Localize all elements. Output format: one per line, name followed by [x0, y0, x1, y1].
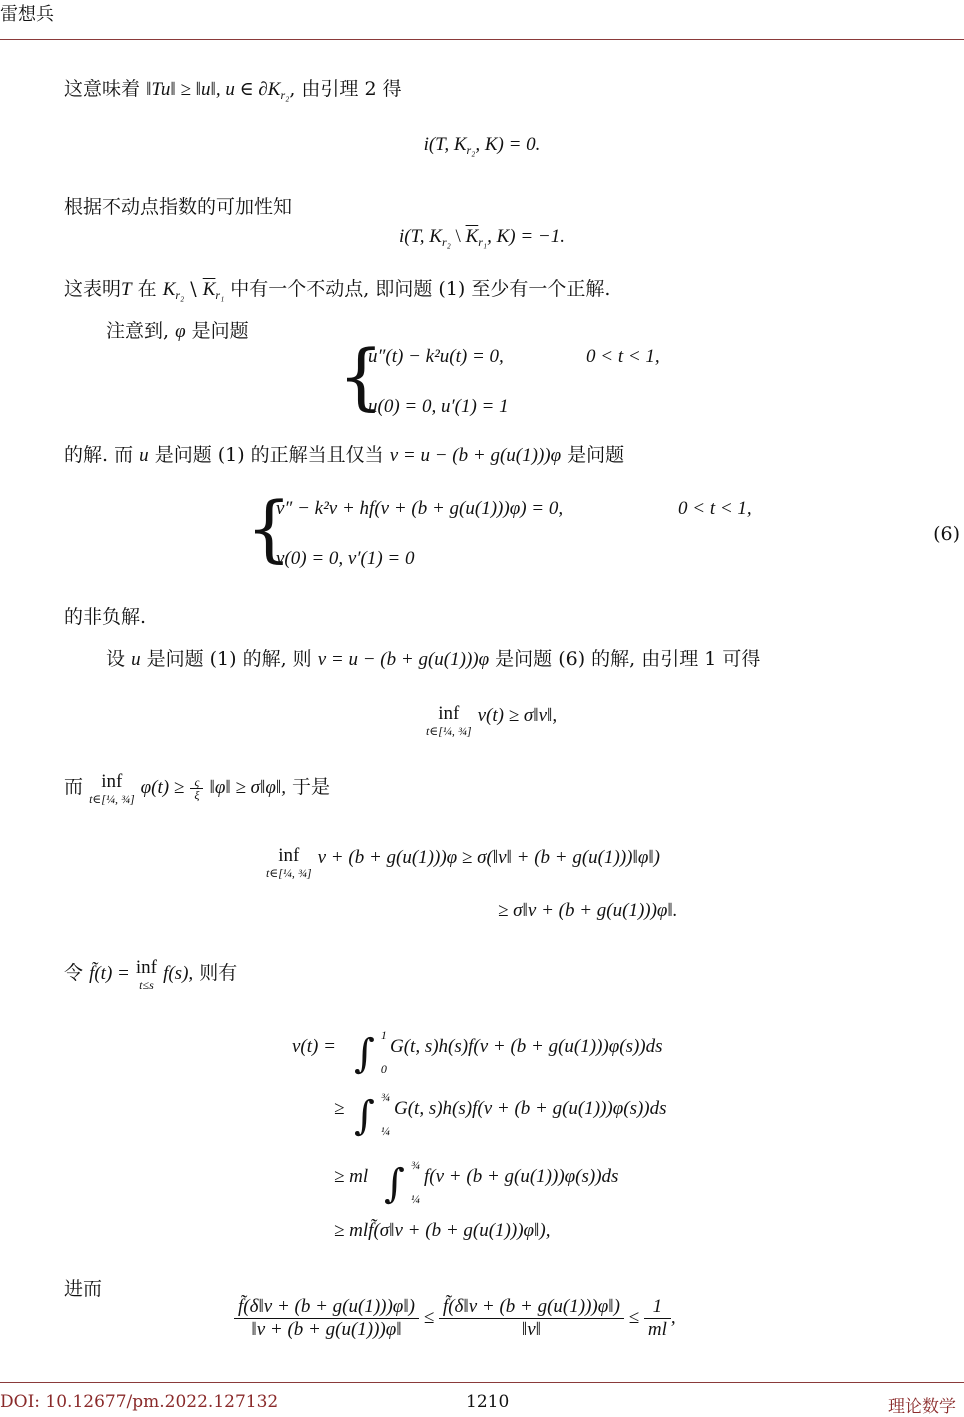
p5-b: 是问题 (1) 的正解当且仅当	[154, 444, 384, 466]
equation-index-zero	[0, 134, 964, 158]
eq2-setminus: \	[450, 226, 466, 247]
p3-K: K	[162, 279, 176, 300]
p8-frac-den: ξ	[194, 787, 200, 802]
integral-sign-1: ∫	[354, 1031, 375, 1077]
eq5-line3-limits	[411, 1148, 420, 1216]
eq1-sub: r₂	[466, 143, 476, 157]
eq5-line2-limits	[381, 1080, 390, 1148]
sys1-line2: u(0) = 0, u′(1) = 1	[368, 396, 509, 417]
p8-math2: ‖φ‖ ≥ σ‖φ‖,	[209, 777, 286, 798]
footer-journal-name: 理论数学	[888, 1397, 956, 1417]
paragraph-5	[64, 440, 624, 467]
footer-page-number: 1210	[466, 1392, 510, 1412]
equation-inf-v	[426, 704, 557, 738]
p4-b: 是问题	[191, 320, 249, 342]
p3-T: T	[121, 279, 132, 300]
eq5-l1-lower: 0	[380, 1062, 387, 1076]
eq2-closure: $\overline{K}$	[465, 226, 479, 247]
p8-a: 而	[64, 776, 84, 798]
eq5-line2-rhs: G(t, s)h(s)f(v + (b + g(u(1)))φ(s))ds	[394, 1098, 667, 1119]
p5-c: 是问题	[567, 444, 625, 466]
p9-a: 令	[64, 962, 84, 984]
eq6-frac2	[439, 1296, 624, 1341]
eq5-line2-integral	[354, 1080, 390, 1148]
p7-c: 是问题 (6) 的解, 由引理 1 可得	[495, 648, 761, 670]
eq3-inf: inf	[438, 703, 460, 724]
eq6-frac3-num: 1	[644, 1296, 671, 1319]
paragraph-9	[64, 958, 237, 992]
p3-closure: $\overline{K}$	[202, 279, 216, 300]
paragraph-4	[106, 316, 249, 343]
eq5-line2-lhs: ≥	[334, 1098, 345, 1119]
eq6-frac3-den: ml	[647, 1319, 667, 1340]
equation-index-minus-one	[0, 226, 964, 250]
eq6-tail: ,	[670, 1306, 676, 1328]
p9-b: 则有	[199, 962, 238, 984]
equation-fraction-chain	[234, 1296, 676, 1341]
eq5-line1-rhs: G(t, s)h(s)f(v + (b + g(u(1)))φ(s))ds	[390, 1036, 663, 1057]
equation-inf-sum-line2: ≥ σ‖v + (b + g(u(1)))φ‖.	[498, 900, 678, 921]
sys1-brace: {	[338, 334, 384, 418]
p9-math: f̃(t) =	[89, 963, 130, 984]
p1-prefix: 这意味着	[64, 78, 141, 100]
p3-setminus: \	[184, 278, 203, 300]
p8-b: 于是	[292, 776, 331, 798]
paragraph-10: 进而	[64, 1278, 103, 1300]
eq6-frac1-den: ‖v + (b + g(u(1)))φ‖	[251, 1319, 402, 1340]
p8-below: t∈[¼, ¾]	[89, 792, 135, 806]
eq2-sub1: r₂	[441, 235, 451, 249]
paragraph-7	[106, 644, 760, 671]
equation-inf-sum-line1	[266, 846, 660, 880]
eq5-l3-upper: ¾	[410, 1158, 420, 1172]
sys2-line1-cond: 0 < t < 1,	[678, 498, 752, 519]
eq5-line4: ≥ mlf̃(σ‖v + (b + g(u(1)))φ‖),	[334, 1220, 551, 1241]
p5-math: v = u − (b + g(u(1)))φ	[389, 445, 562, 466]
eq3-below: t∈[¼, ¾]	[426, 724, 472, 738]
sys1-line1: u″(t) − k²u(t) = 0,	[368, 346, 504, 367]
p9-inf: inf	[135, 957, 158, 978]
p9-math2: f(s),	[163, 963, 194, 984]
p4-a: 注意到,	[106, 320, 170, 342]
p4-phi: φ	[175, 321, 186, 342]
eq5-line1-integral	[354, 1018, 387, 1086]
p8-inf: inf	[101, 771, 123, 792]
running-header-author: 雷想兵	[0, 4, 54, 25]
paragraph-8	[64, 772, 330, 806]
paragraph-2: 根据不动点指数的可加性知	[64, 196, 293, 218]
eq6-frac1-num: f̃(δ‖v + (b + g(u(1)))φ‖)	[234, 1296, 419, 1319]
eq3-rest: v(t) ≥ σ‖v‖,	[477, 705, 558, 726]
p9-inf-block	[136, 958, 157, 992]
p8-fraction	[190, 776, 203, 801]
p3-sub1: r₂	[175, 288, 185, 302]
eq4-inf-block	[266, 846, 312, 880]
p3-sub2: r₁	[215, 288, 225, 302]
paragraph-1	[64, 74, 402, 103]
sys2-line2: v(0) = 0, v′(1) = 0	[276, 548, 415, 569]
paragraph-6: 的非负解.	[64, 606, 147, 628]
eq6-frac2-num: f̃(δ‖v + (b + g(u(1)))φ‖)	[439, 1296, 624, 1319]
eq5-l3-lower: ¼	[410, 1192, 420, 1206]
eq6-frac1	[234, 1296, 419, 1341]
eq3-inf-block	[426, 704, 472, 738]
integral-sign-2: ∫	[354, 1093, 375, 1139]
eq4-below: t∈[¼, ¾]	[266, 866, 312, 880]
eq5-line3-integral	[384, 1148, 420, 1216]
p3-c: 中有一个不动点, 即问题 (1) 至少有一个正解.	[230, 278, 611, 300]
equation-number-6: (6)	[933, 523, 960, 545]
eq6-frac3	[644, 1296, 671, 1341]
eq6-le2: ≤	[628, 1306, 640, 1328]
p3-a: 这表明	[64, 278, 122, 300]
eq5-l2-upper: ¾	[380, 1090, 390, 1104]
p9-below: t≤s	[139, 978, 154, 992]
sys2-line1: v″ − k²v + hf(v + (b + g(u(1)))φ) = 0,	[276, 498, 564, 519]
p8-inf-block	[89, 772, 135, 806]
integral-sign-3: ∫	[384, 1161, 405, 1207]
p7-a: 设	[106, 648, 126, 670]
eq5-l2-lower: ¼	[380, 1124, 390, 1138]
eq6-frac2-den: ‖v‖	[521, 1319, 541, 1340]
eq4-inf: inf	[278, 845, 300, 866]
p8-math: φ(t) ≥	[140, 777, 185, 798]
footer-rule	[0, 1382, 964, 1383]
p1-suffix: , 由引理 2 得	[289, 78, 402, 100]
eq4-line1: v + (b + g(u(1)))φ ≥ σ(‖v‖ + (b + g(u(1)))‖φ‖)	[317, 847, 660, 868]
header-rule	[0, 39, 964, 40]
p7-b: 是问题 (1) 的解, 则	[146, 648, 312, 670]
p1-math: ‖Tu‖ ≥ ‖u‖, u ∈ ∂K	[146, 79, 281, 100]
p5-a: 的解. 而	[64, 444, 134, 466]
eq5-l1-upper: 1	[380, 1028, 387, 1042]
eq1-tail: , K) = 0.	[475, 134, 541, 155]
eq2-d: , K) = −1.	[487, 226, 565, 247]
eq5-line3-lhs: ≥ ml	[334, 1166, 369, 1187]
footer-doi: DOI: 10.12677/pm.2022.127132	[0, 1392, 279, 1412]
eq5-line1-lhs: v(t) =	[292, 1036, 336, 1057]
p7-math: v = u − (b + g(u(1)))φ	[317, 649, 490, 670]
eq6-le1: ≤	[423, 1306, 435, 1328]
paragraph-3	[64, 274, 610, 303]
sys2-brace: {	[246, 486, 292, 570]
eq5-line1-limits	[381, 1018, 387, 1086]
p1-sub: r₂	[280, 88, 290, 102]
p7-u: u	[131, 649, 141, 670]
eq2-sub2: r₁	[478, 235, 488, 249]
p5-u: u	[139, 445, 149, 466]
sys1-line1-cond: 0 < t < 1,	[586, 346, 660, 367]
eq1-head: i(T, K	[423, 134, 467, 155]
p8-frac-num: ς	[190, 776, 203, 789]
p3-b: 在	[137, 278, 157, 300]
eq2-a: i(T, K	[399, 226, 442, 247]
eq5-line3-rhs: f(v + (b + g(u(1)))φ(s))ds	[424, 1166, 619, 1187]
